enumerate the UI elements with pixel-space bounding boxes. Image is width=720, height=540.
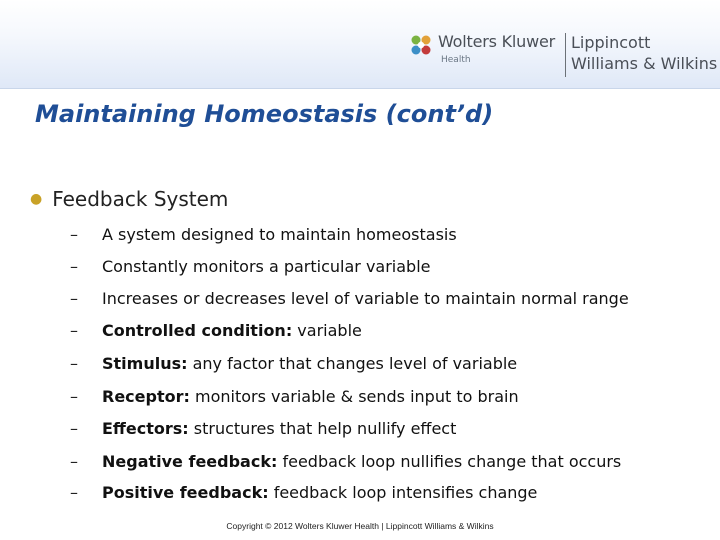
logo-divider [565,33,566,77]
sub-bullet-text: structures that help nullify effect [188,419,457,438]
dash-marker: – [70,257,78,276]
dash-marker: – [70,483,78,502]
sub-bullet-text: variable [292,321,362,340]
logo-brand-text: Wolters Kluwer [438,32,556,51]
logo-partner-line1: Lippincott [571,33,651,52]
dash-marker: – [70,225,78,244]
wolters-kluwer-logo-icon [408,32,434,58]
sub-bullet [70,451,621,473]
sub-bullet-term: Positive feedback: [102,483,269,502]
sub-bullet-text: any factor that changes level of variable [187,354,518,373]
sub-bullet [70,353,517,375]
dash-marker: – [70,419,78,438]
sub-bullet-term: Controlled condition: [102,321,293,340]
bullet-dot-icon: ● [30,191,43,207]
sub-bullet [70,418,456,440]
sub-bullet-term: Effectors: [102,419,189,438]
dash-marker: – [70,452,78,471]
sub-bullet-term: Negative feedback: [102,452,278,471]
sub-bullet-term: Stimulus: [102,354,188,373]
sub-bullet-term: Receptor: [102,387,190,406]
sub-bullet [70,320,362,342]
main-bullet-text: Feedback System [52,187,229,211]
dash-marker: – [70,289,78,308]
dash-marker: – [70,321,78,340]
sub-bullet [70,386,519,408]
sub-bullet-text: A system designed to maintain homeostasis [102,225,457,244]
sub-bullet-text: Increases or decreases level of variable to maintain normal range [102,289,629,308]
header-divider [0,88,720,89]
slide-title: Maintaining Homeostasis (cont’d) [35,100,494,128]
sub-bullet [70,224,457,246]
logo-partner-line2: Williams & Wilkins [571,54,718,73]
logo-sub-brand-text: Health [441,55,471,65]
sub-bullet [70,482,537,504]
sub-bullet-text: feedback loop intensifies change [268,483,538,502]
sub-bullet [70,288,629,310]
sub-bullet-text: Constantly monitors a particular variable [102,257,431,276]
copyright-footer: Copyright © 2012 Wolters Kluwer Health | Lippincott Williams & Wilkins [226,521,494,531]
sub-bullet-text: feedback loop nullifies change that occurs [277,452,622,471]
publisher-logo [408,30,718,78]
sub-bullet [70,256,431,278]
main-bullet [30,187,228,211]
sub-bullet-text: monitors variable & sends input to brain [189,387,519,406]
dash-marker: – [70,354,78,373]
dash-marker: – [70,387,78,406]
